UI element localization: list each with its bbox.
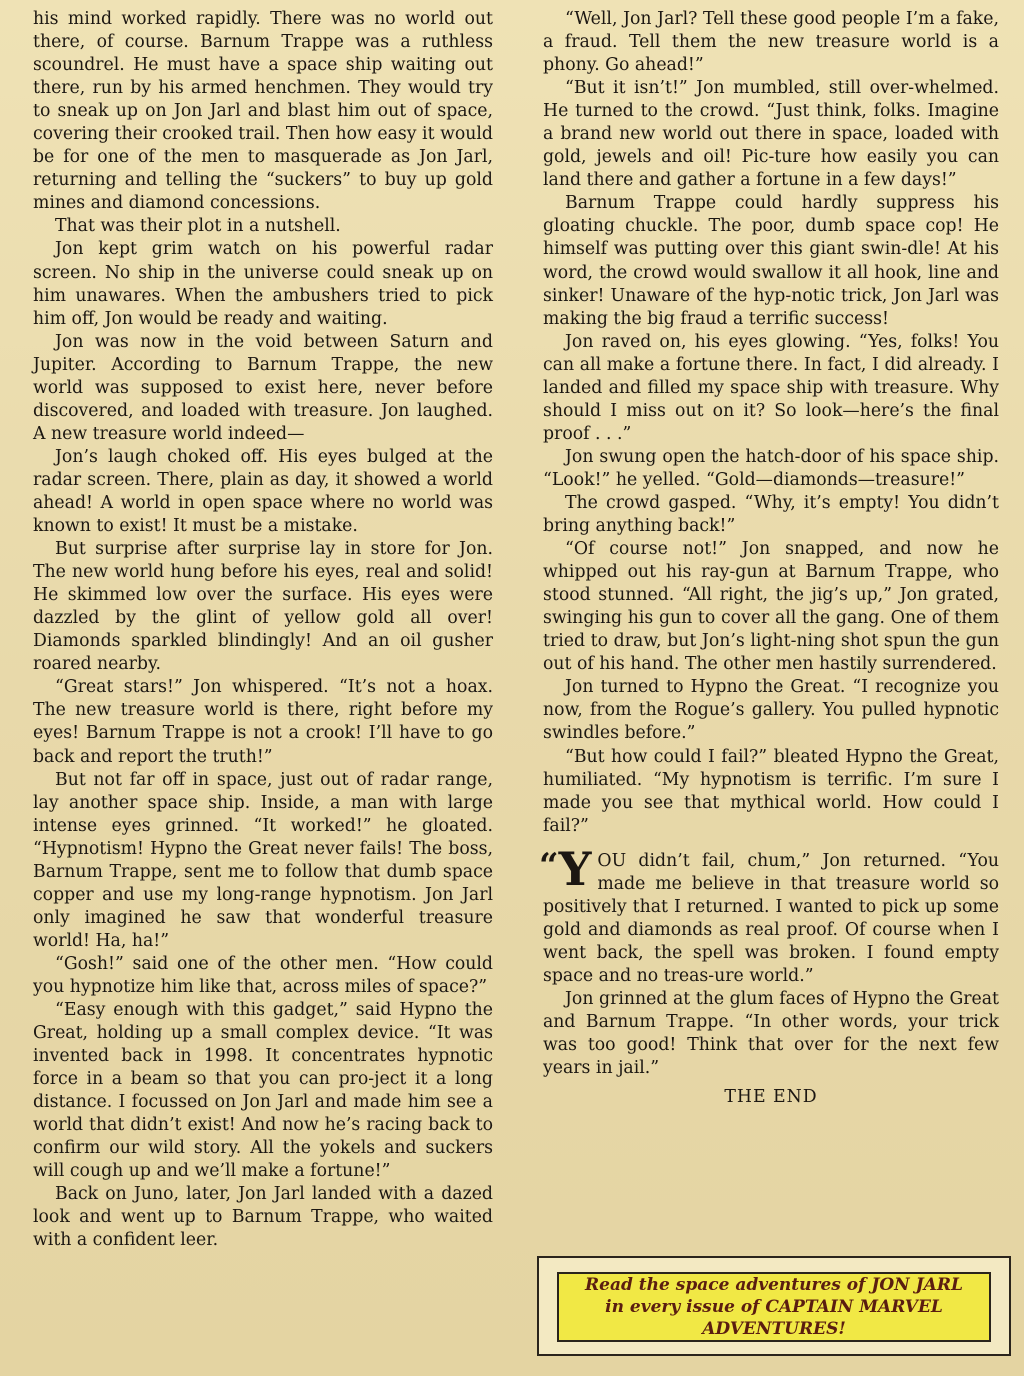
dropcap-paragraph: [539, 841, 999, 988]
the-end-label: THE END: [724, 1087, 818, 1108]
paragraph: The crowd gasped. “Why, it’s empty! You didn’t bring anything back!”: [543, 492, 999, 537]
paragraph: “Well, Jon Jarl? Tell these good people I’m a fake, a fraud. Tell them the new treasure world is a phony. Go ahead!”: [543, 9, 999, 76]
paragraph: “Easy enough with this gadget,” said Hypno the Great, holding up a small complex device. “It was invented back in 1998. It concentrates hypnotic force in a beam so that you can pro-ject it a long distance. I focussed on Jon Jarl and made him see a world that didn’t exist! And now he’s racing back to confirm our wild story. All the yokels and suckers will cough up and we’ll make a fortune!”: [33, 1000, 493, 1182]
paragraph: “Gosh!” said one of the other men. “How could you hypnotize him like that, across miles of space?”: [33, 953, 493, 997]
paragraph: But not far off in space, just out of radar range, lay another space ship. Inside, a man with large intense eyes grinned. “It worked!” he gloated. “Hypnotism! Hypno the Great never fails! The boss, Barnum Trappe, sent me to follow that dumb space copper and use my long-range hypnotism. Jon Jarl only imagined he saw that wonderful treasure world! Ha, ha!”: [33, 769, 493, 951]
dropcap-letter: Y: [558, 841, 592, 896]
paragraph: “Of course not!” Jon snapped, and now he whipped out his ray-gun at Barnum Trappe, who stood stunned. “All right, the jig’s up,” Jon grated, swinging his gun to cover all the gang. One of them tried to draw, but Jon’s light-ning shot spun the gun out of his hand. The other men hastily surrendered.: [543, 539, 999, 675]
dropcap-text: OU didn’t fail, chum,” Jon returned. “You made me believe in that treasure world so positively that I returned. I wanted to pick up some gold and diamonds as real proof. Of course when I went back, the spell was broken. I found empty space and no treas-ure world.”: [543, 850, 999, 986]
paragraph: Jon raved on, his eyes glowing. “Yes, folks! You can all make a fortune there. In fact, I did already. I landed and filled my space ship with treasure. Why should I miss out on it? So look—here’s the final proof . . .”: [543, 331, 999, 444]
dropcap-quote-mark: “: [539, 845, 555, 886]
house-ad-text: Read the space adventures of JON JARL in every issue of CAPTAIN MARVEL ADVENTURES!: [585, 1275, 963, 1339]
closing-paragraph: Jon grinned at the glum faces of Hypno the Great and Barnum Trappe. “In other words, your trick was too good! Think that over for the next few years in jail.”: [543, 988, 999, 1079]
paragraph: “Great stars!” Jon whispered. “It’s not a hoax. The new treasure world is there, right before my eyes! Barnum Trappe is not a crook! I’ll have to go back and report the truth!”: [33, 677, 493, 767]
paragraph: Jon turned to Hypno the Great. “I recognize you now, from the Rogue’s gallery. You pulled hypnotic swindles before.”: [543, 677, 999, 744]
house-ad-frame: [537, 1256, 1011, 1356]
paragraph: “But it isn’t!” Jon mumbled, still over-whelmed. He turned to the crowd. “Just think, folks. Imagine a brand new world out there in space, loaded with gold, jewels and oil! Pic-ture how easily you can land there and gather a fortune in a few days!”: [543, 78, 999, 191]
paragraph: But surprise after surprise lay in store for Jon. The new world hung before his eyes, real and solid! He skimmed low over the surface. His eyes were dazzled by the glint of yellow gold all over! Diamonds sparkled blindingly! And an oil gusher roared nearby.: [33, 539, 493, 675]
paragraph: Jon was now in the void between Saturn and Jupiter. According to Barnum Trappe, the new world was supposed to exist here, never before discovered, and loaded with treasure. Jon laughed. A new treasure world indeed—: [33, 331, 493, 444]
paragraph: his mind worked rapidly. There was no world out there, of course. Barnum Trappe was a ruthless scoundrel. He must have a space ship waiting out there, run by his armed henchmen. They would try to sneak up on Jon Jarl and blast him out of space, covering their crooked trail. Then how easy it would be for one of the men to masquerade as Jon Jarl, returning and telling the “suckers” to buy up gold mines and diamond concessions.: [33, 9, 493, 214]
right-text-column: [539, 8, 999, 1109]
paragraph: Back on Juno, later, Jon Jarl landed with a dazed look and went up to Barnum Trappe, who waited with a confident leer.: [33, 1184, 493, 1251]
house-ad-panel: [557, 1272, 991, 1342]
paragraph: “But how could I fail?” bleated Hypno the Great, humiliated. “My hypnotism is terrific. I’m sure I made you see that mythical world. How could I fail?”: [543, 746, 999, 836]
paragraph: Jon swung open the hatch-door of his space ship. “Look!” he yelled. “Gold—diamonds—treasure!”: [543, 446, 999, 490]
paragraph: That was their plot in a nutshell.: [55, 216, 341, 237]
paragraph: Jon kept grim watch on his powerful radar screen. No ship in the universe could sneak up on him unawares. When the ambushers tried to pick him off, Jon would be ready and waiting.: [33, 239, 493, 329]
left-text-column: [33, 8, 493, 1253]
paragraph: Barnum Trappe could hardly suppress his gloating chuckle. The poor, dumb space cop! He himself was putting over this giant swin-dle! At his word, the crowd would swallow it all hook, line and sinker! Unaware of the hyp-notic trick, Jon Jarl was making the big fraud a terrific success!: [543, 193, 999, 329]
paragraph: Jon’s laugh choked off. His eyes bulged at the radar screen. There, plain as day, it showed a world ahead! A world in open space where no world was known to exist! It must be a mistake.: [33, 446, 493, 537]
